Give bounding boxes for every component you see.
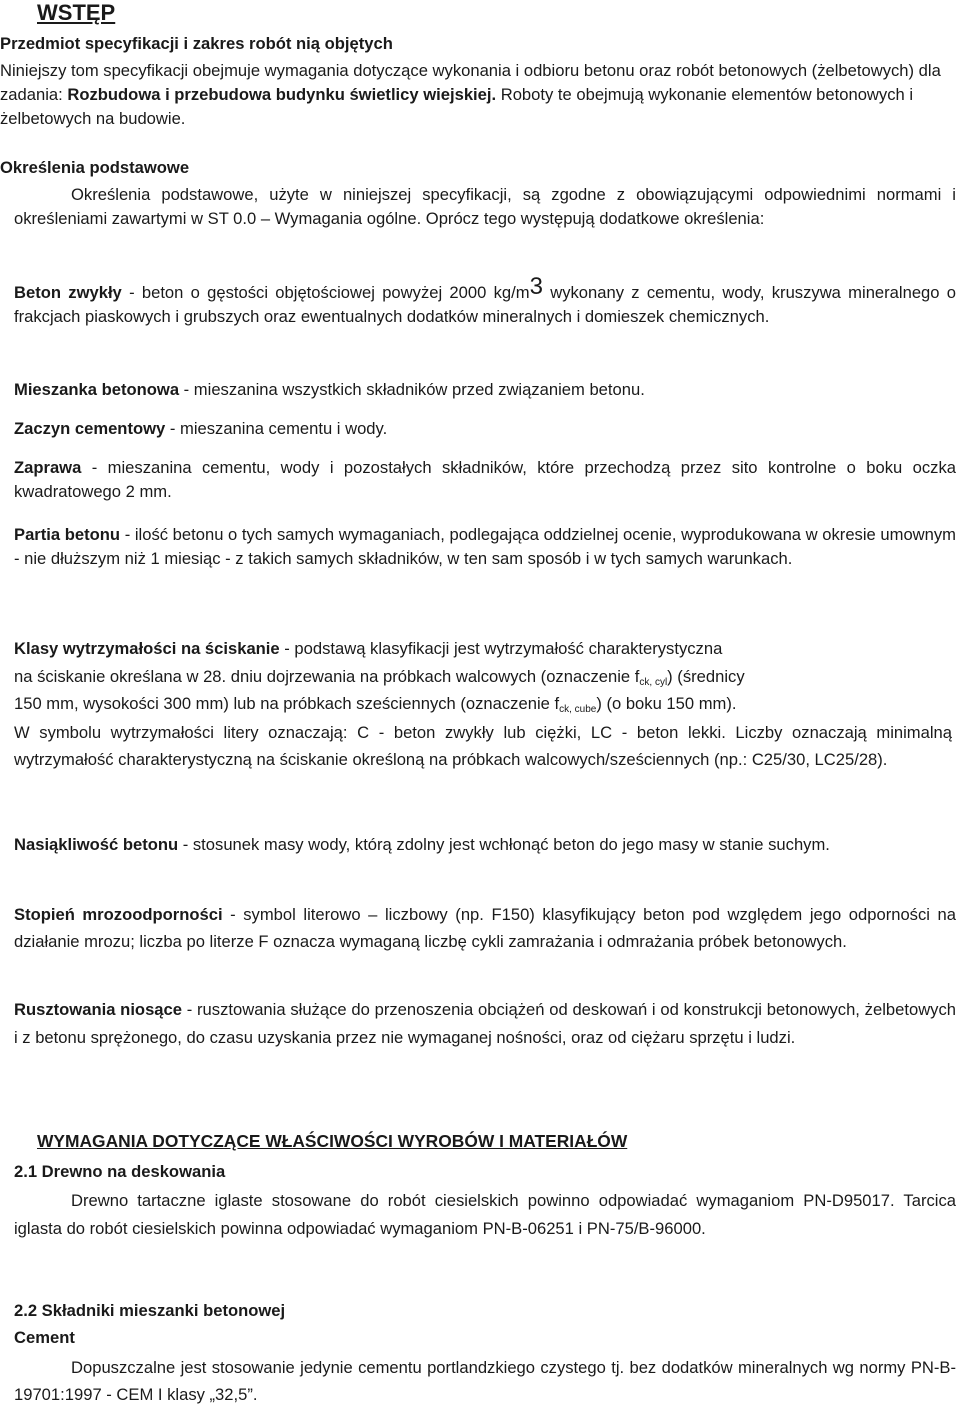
def-klasy-symbol: W symbolu wytrzymałości litery oznaczają: C - beton zwykły lub ciężki, LC - beton lekki. Liczby oznaczają minimalną wytrzymałość charakterystyczną na ściskanie określoną na próbkach walcowych/sześciennych (np.: C25/30, LC25/28). — [14, 723, 952, 769]
cement-title: Cement — [14, 1328, 75, 1347]
def-partia: Partia betonu - ilość betonu o tych samych wymaganiach, podlegająca oddzielnej ocenie, wyprodukowana w okresie umownym - nie dłuższym niż 1 miesiąc - z takich samych składników, w ten sam sposób i w tych samych warunkach. — [14, 525, 956, 568]
definitions-title: Określenia podstawowe — [0, 158, 190, 177]
scope-paragraph: Niniejszy tom specyfikacji obejmuje wymagania dotyczące wykonania i odbioru betonu oraz robót betonowych (żelbetowych) dla zadania: Rozbudowa i przebudowa budynku świetlicy wiejskiej. Roboty te obejmują wykonanie elementów betonowych i żelbetowych na budowie. — [0, 61, 941, 128]
drewno-title: 2.1 Drewno na deskowania — [14, 1162, 226, 1181]
def-rusztowania: Rusztowania niosące - rusztowania służące do przenoszenia obciążeń od deskowań i od konstrukcji betonowych, żelbetowych i z betonu sprężonego, do czasu uzyskania przez nie wymaganej nośności, oraz od ciężaru sprzętu i ludzi. — [14, 1000, 956, 1047]
scope-title: Przedmiot specyfikacji i zakres robót nią objętych — [0, 34, 393, 53]
def-beton-zwykly: Beton zwykły - beton o gęstości objętościowej powyżej 2000 kg/m3 wykonany z cementu, wody, kruszywa mineralnego o frakcjach piaskowych i grubszych oraz ewentualnych dodatków mineralnych i domieszek chemicznych. — [14, 273, 957, 326]
def-mieszanka: Mieszanka betonowa - mieszanina wszystkich składników przed związaniem betonu. — [14, 380, 645, 399]
task-name: Rozbudowa i przebudowa budynku świetlicy wiejskiej. — [67, 85, 497, 104]
heading-wstep: WSTĘP — [37, 0, 116, 25]
def-klasy-line3: 150 mm, wysokości 300 mm) lub na próbkach sześciennych (oznaczenie $f_{ck, cube}$) (o boku 150 mm). — [14, 694, 737, 715]
heading-wymagania: WYMAGANIA DOTYCZĄCE WŁAŚCIWOŚCI WYROBÓW I MATERIAŁÓW — [37, 1131, 628, 1151]
def-klasy-line2: na ściskanie określana w 28. dniu dojrzewania na próbkach walcowych (oznaczenie $f_{ck, cyl}$) (średnicy — [14, 667, 745, 688]
drewno-paragraph: Drewno tartaczne iglaste stosowane do robót ciesielskich powinno odpowiadać wymaganiom PN-D95017. Tarcica iglasta do robót ciesielskich powinna odpowiadać wymaganiom PN-B-06251 i PN-75/B-96000. — [14, 1191, 956, 1238]
skladniki-title: 2.2 Składniki mieszanki betonowej — [14, 1301, 286, 1320]
def-stopien: Stopień mrozoodporności - symbol literowo – liczbowy (np. F150) klasyfikujący beton pod względem jego odporności na działanie mrozu; liczba po literze F oznacza wymaganą liczbę cykli zamrażania i odmrażania próbek betonowych. — [14, 905, 957, 951]
def-klasy-line1: Klasy wytrzymałości na ściskanie - podstawą klasyfikacji jest wytrzymałość charakterystyczna — [14, 639, 723, 658]
definitions-intro: Określenia podstawowe, użyte w niniejszej specyfikacji, są zgodne z obowiązującymi odpowiednimi normami i określeniami zawartymi w ST 0.0 – Wymagania ogólne. Oprócz tego występują dodatkowe określenia: — [14, 185, 956, 228]
def-nasiakliwosc: Nasiąkliwość betonu - stosunek masy wody, którą zdolny jest wchłonąć beton do jego masy w stanie suchym. — [14, 835, 830, 854]
def-zaprawa: Zaprawa - mieszanina cementu, wody i pozostałych składników, które przechodzą przez sito kontrolne o boku oczka kwadratowego 2 mm. — [14, 458, 956, 501]
cement-paragraph: Dopuszczalne jest stosowanie jedynie cementu portlandzkiego czystego tj. bez dodatków mineralnych wg normy PN-B-19701:1997 - CEM I klasy „32,5”. — [14, 1358, 956, 1404]
def-zaczyn: Zaczyn cementowy - mieszanina cementu i wody. — [14, 419, 388, 438]
